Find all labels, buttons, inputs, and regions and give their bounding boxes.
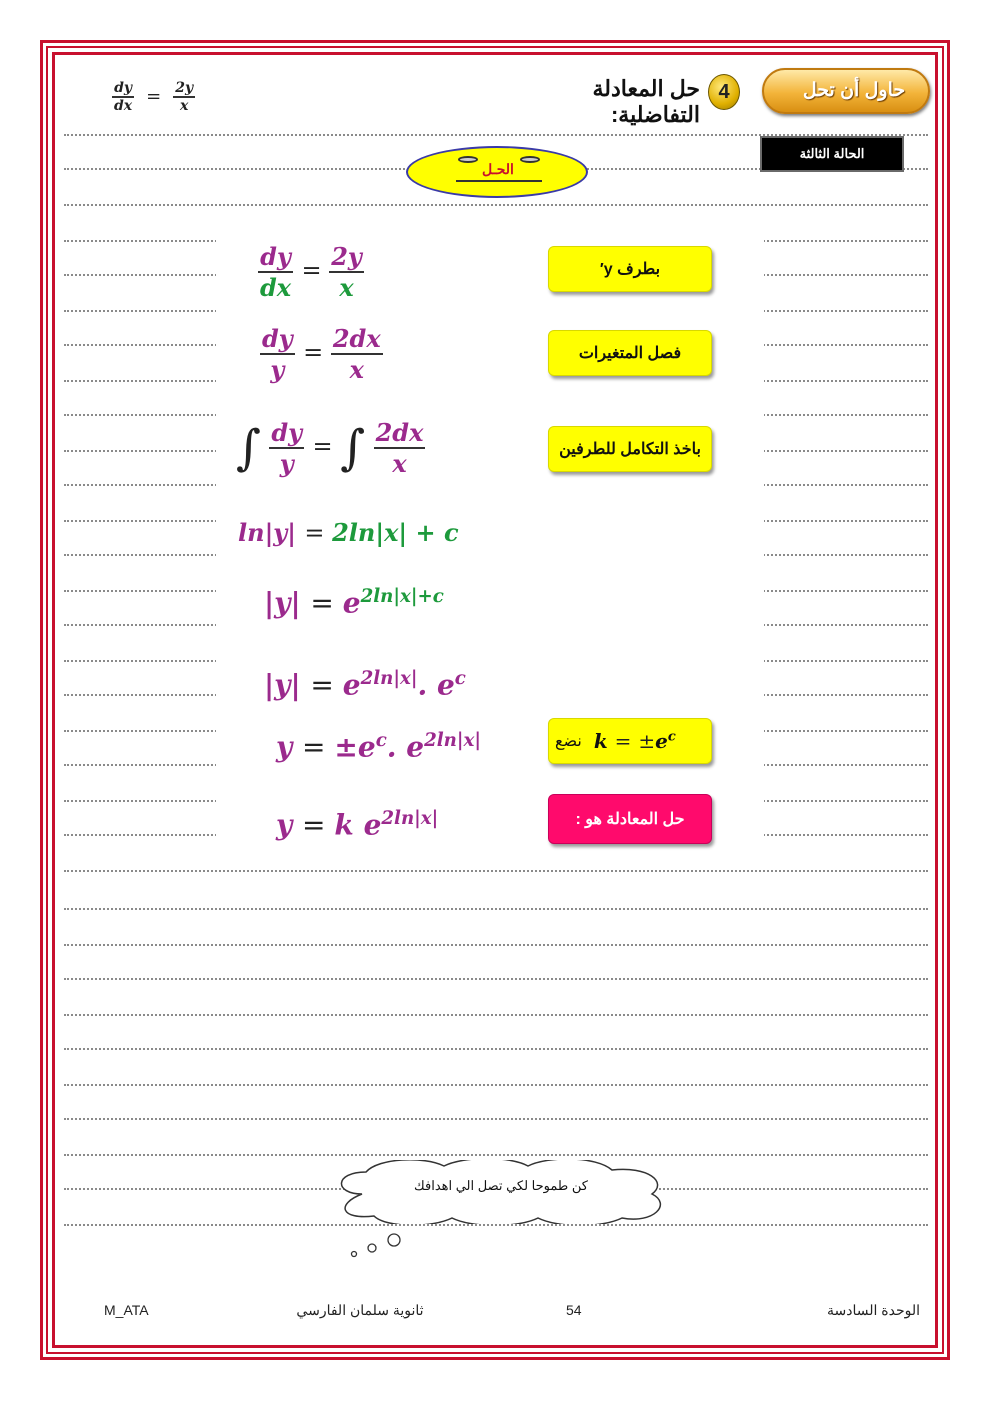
math-line-8-final-solution: y = k $e^{2ln|x|}$ [276, 808, 439, 842]
step-label-separate: فصل المتغيرات [548, 330, 712, 376]
math-line-7: $y = \pm e^c$. $e^{2ln|x|}$ [276, 730, 481, 764]
case-label: الحالة الثالثة [760, 136, 904, 172]
question-title: حل المعادلة التفاضلية: [592, 76, 700, 127]
math-line-4: ln|y| = 2ln|x| + c [238, 518, 459, 547]
try-to-solve-badge: حاول أن تحل [762, 68, 930, 114]
thought-cloud: كن طموحا لكي تصل الي اهدافك [332, 1160, 670, 1224]
step-label-integrate: باخذ التكامل للطرفين [548, 426, 712, 472]
question-number: 4 [708, 74, 740, 110]
math-line-6: $|y| = e^{2ln|x|}$. $e^c$ [264, 668, 466, 702]
footer-page-number: 54 [566, 1302, 582, 1318]
step-label-solution-is: حل المعادلة هو : [548, 794, 712, 844]
footer-author: M_ATA [104, 1302, 149, 1318]
math-line-5: $|y| = e^{2ln|x|+c}$ [264, 586, 444, 620]
thought-bubbles-icon [344, 1226, 414, 1266]
question-equation: $\frac{dy}{dx}$ = $\frac{2y}{x}$ [114, 80, 194, 114]
math-line-1: $\frac{dy}{dx}$ = $\frac{2y}{x}$ [260, 242, 362, 302]
footer-unit: الوحدة السادسة [827, 1302, 920, 1318]
math-line-3: ∫ $\frac{dy}{y}$ = ∫ $\frac{2dx}{x}$ [236, 418, 424, 478]
step-label-set-k: نضع $k = \pm e^c$ [548, 718, 712, 764]
solution-smiley-label: الحـل [406, 146, 588, 198]
math-line-2: $\frac{dy}{y}$ = $\frac{2dx}{x}$ [262, 324, 381, 384]
step-label-multiply: بطرف y′ [548, 246, 712, 292]
smiley-mouth-icon [456, 180, 542, 182]
footer-school: ثانوية سلمان الفارسي [296, 1302, 424, 1318]
